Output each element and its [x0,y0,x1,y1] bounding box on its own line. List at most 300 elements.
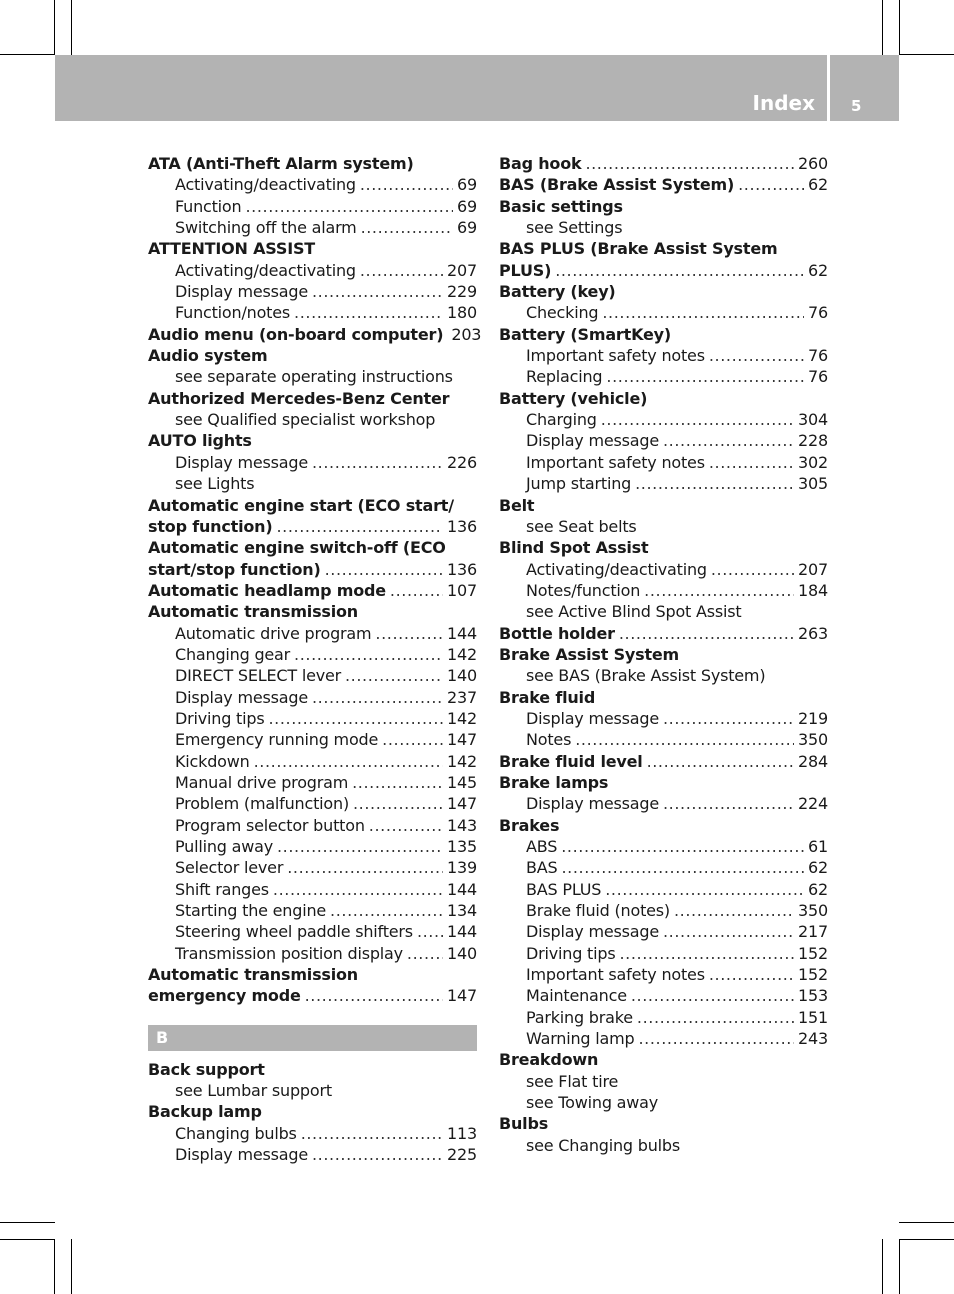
page-reference[interactable]: 62 [808,858,828,878]
entry-text: Display message [526,431,659,451]
entry-text: Function [175,196,242,216]
leader-dots [294,644,443,665]
leader-dots [353,793,443,814]
index-subentry[interactable] [499,1028,828,1049]
leader-dots [711,559,794,580]
entry-text: Notes/function [526,580,641,600]
index-entry[interactable] [499,751,828,772]
page-reference[interactable]: 304 [798,410,828,430]
page-reference[interactable]: 207 [447,260,477,280]
index-subentry[interactable] [148,836,477,857]
page-reference[interactable]: 140 [447,666,477,686]
leader-dots [663,430,794,451]
page-reference[interactable]: 113 [447,1123,477,1143]
page-reference[interactable]: 62 [808,175,828,195]
index-subentry[interactable] [499,1007,828,1028]
index-entry [148,495,477,516]
page-reference[interactable]: 142 [447,751,477,771]
entry-text: start/stop function) [148,559,321,579]
page-reference[interactable]: 139 [447,858,477,878]
index-entry [499,1049,828,1070]
entry-text: Display message [175,687,308,707]
entry-text: Bag hook [499,154,582,173]
page-reference[interactable]: 134 [447,901,477,921]
index-subentry[interactable] [148,943,477,964]
page-reference[interactable]: 107 [447,580,477,600]
index-entry[interactable] [499,623,828,644]
entry-text: Belt [499,495,535,515]
entry-text: Steering wheel paddle shifters [175,922,413,942]
entry-text: Emergency running mode [175,730,379,750]
index-subentry[interactable] [148,687,477,708]
index-subentry [499,1135,828,1156]
page-reference[interactable]: 219 [798,708,828,728]
index-subentry[interactable] [148,217,477,238]
leader-dots [360,174,453,195]
entry-text: see BAS (Brake Assist System) [526,666,766,686]
leader-dots [575,729,794,750]
entry-text: Checking [526,303,599,323]
entry-text: Bottle holder [499,623,615,643]
index-entry[interactable] [148,324,482,345]
index-entry [499,388,828,409]
section-header: B [148,1025,477,1051]
entry-text: see Seat belts [526,516,637,536]
leader-dots [738,174,804,195]
entry-text: BAS PLUS (Brake Assist System [499,239,778,259]
page-reference[interactable]: 260 [798,154,828,173]
page-reference[interactable]: 76 [808,346,828,366]
index-subentry[interactable] [148,260,477,281]
index-subentry[interactable] [148,751,477,772]
entry-text: DIRECT SELECT lever [175,666,341,686]
index-subentry[interactable] [148,1144,477,1165]
leader-dots [585,153,794,174]
index-subentry[interactable] [499,964,828,985]
page-reference[interactable]: 142 [447,708,477,728]
index-entry[interactable] [148,559,477,580]
index-subentry [148,366,477,387]
entry-text: Battery (SmartKey) [499,324,671,344]
entry-text: see Settings [526,218,623,238]
page-reference[interactable]: 350 [798,901,828,921]
page-reference[interactable]: 243 [798,1029,828,1049]
leader-dots [382,729,443,750]
entry-text: Maintenance [526,986,627,1006]
leader-dots [294,302,443,323]
leader-dots [631,985,794,1006]
index-entry [148,964,477,985]
index-subentry [499,516,828,537]
index-subentry [148,409,477,430]
entry-text: Changing gear [175,644,291,664]
leader-dots [305,985,443,1006]
page-reference[interactable]: 152 [798,965,828,985]
entry-text: Authorized Mercedes-Benz Center [148,388,450,408]
index-entry [148,601,477,622]
entry-text: Switching off the alarm [175,218,357,238]
entry-text: Parking brake [526,1007,633,1027]
index-column-left [148,153,482,1165]
entry-text: Brake fluid level [499,751,643,771]
index-subentry[interactable] [499,559,828,580]
index-subentry[interactable] [148,1123,477,1144]
leader-dots [663,708,794,729]
entry-text: Battery (key) [499,282,616,302]
page-reference[interactable]: 184 [798,580,828,600]
entry-text: Battery (vehicle) [499,388,648,408]
index-entry [499,644,828,665]
entry-text: see Towing away [526,1093,659,1113]
index-subentry[interactable] [499,580,828,601]
entry-text: Automatic drive program [175,623,372,643]
entry-text: Brake fluid (notes) [526,901,670,921]
entry-text: see Lumbar support [175,1081,332,1101]
index-entry[interactable] [148,985,477,1006]
entry-text: Audio menu (on-board computer) [148,324,444,344]
leader-dots [635,473,794,494]
entry-text: Display message [175,452,308,472]
page-reference[interactable]: 76 [808,367,828,387]
leader-dots [644,580,794,601]
entry-text: Display message [526,708,659,728]
entry-text: Important safety notes [526,452,705,472]
leader-dots [361,217,453,238]
index-subentry [499,601,828,622]
entry-text: BAS PLUS [526,879,602,899]
leader-dots [663,793,794,814]
page-reference[interactable]: 69 [457,196,477,216]
index-entry [148,153,477,174]
entry-text: Display message [175,1145,308,1165]
index-entry [148,238,477,259]
page-reference[interactable]: 224 [798,794,828,814]
page-reference[interactable]: 207 [798,559,828,579]
entry-text: see Changing bulbs [526,1135,680,1155]
entry-text: Program selector button [175,815,365,835]
entry-text: Breakdown [499,1050,599,1070]
index-subentry[interactable] [148,900,477,921]
page-reference[interactable]: 62 [808,879,828,899]
index-entry[interactable] [499,153,828,174]
entry-text: ATA (Anti-Theft Alarm system) [148,154,414,173]
entry-text: Brake lamps [499,772,609,792]
leader-dots [369,815,443,836]
page-reference[interactable]: 61 [808,837,828,856]
page-reference[interactable]: 76 [808,303,828,323]
leader-dots [602,302,804,323]
page-reference[interactable]: 140 [447,943,477,963]
leader-dots [273,879,443,900]
entry-text: Brake Assist System [499,644,680,664]
index-subentry[interactable] [499,345,828,366]
index-subentry[interactable] [499,302,828,323]
index-subentry[interactable] [148,665,477,686]
page-reference[interactable]: 152 [798,943,828,963]
page-reference[interactable]: 263 [798,623,828,643]
index-subentry[interactable] [499,836,828,857]
entry-text: Pulling away [175,837,273,856]
index-subentry[interactable] [148,281,477,302]
page-reference[interactable]: 237 [447,687,477,707]
leader-dots [276,516,443,537]
index-entry[interactable] [499,260,828,281]
leader-dots [606,366,804,387]
entry-text: Automatic headlamp mode [148,580,386,600]
entry-text: Activating/deactivating [526,559,707,579]
leader-dots [417,921,443,942]
entry-text: Brakes [499,815,560,835]
index-entry [499,324,828,345]
leader-dots [301,1123,443,1144]
page-reference[interactable]: 226 [447,452,477,472]
index-subentry[interactable] [148,815,477,836]
index-subentry[interactable] [499,793,828,814]
page-reference[interactable]: 147 [447,794,477,814]
index-entry[interactable] [499,174,828,195]
entry-text: Automatic engine switch-off (ECO [148,538,446,558]
index-subentry[interactable] [499,879,828,900]
entry-text: see Qualified specialist workshop [175,410,436,430]
leader-dots [345,665,443,686]
entry-text: emergency mode [148,986,301,1006]
entry-text: Important safety notes [526,965,705,985]
entry-text: Back support [148,1059,265,1079]
entry-text: Driving tips [526,943,616,963]
index-subentry[interactable] [148,644,477,665]
leader-dots [561,836,804,857]
index-subentry [148,473,477,494]
page-title: Index [752,91,815,115]
page-reference[interactable]: 228 [798,431,828,451]
entry-text: Transmission position display [175,943,403,963]
entry-text: Manual drive program [175,772,349,792]
entry-text: Driving tips [175,708,265,728]
index-subentry[interactable] [499,409,828,430]
index-subentry [499,217,828,238]
page-reference[interactable]: 69 [457,175,477,195]
entry-text: Bulbs [499,1114,549,1134]
leader-dots [561,857,804,878]
leader-dots [312,452,443,473]
leader-dots [601,409,794,430]
entry-text: Selector lever [175,858,284,878]
entry-text: Problem (malfunction) [175,794,349,814]
index-entry [499,196,828,217]
index-subentry [499,1071,828,1092]
entry-text: Automatic transmission [148,602,358,622]
index-subentry [499,665,828,686]
leader-dots [638,1028,794,1049]
entry-text: Replacing [526,367,603,387]
page-reference[interactable]: 203 [451,324,482,344]
entry-text: Audio system [148,346,268,366]
page-reference[interactable]: 145 [447,772,477,792]
index-entry [499,1113,828,1134]
index-entry[interactable] [148,516,477,537]
entry-text: Automatic engine start (ECO start/ [148,495,454,515]
entry-text: Brake fluid [499,687,596,707]
index-subentry[interactable] [148,793,477,814]
entry-text: Starting the engine [175,901,327,921]
header-bar [55,55,827,121]
leader-dots [647,751,794,772]
leader-dots [674,900,794,921]
page-reference[interactable]: 136 [447,516,477,536]
page-reference[interactable]: 350 [798,730,828,750]
entry-text: see separate operating instructions [175,367,453,387]
leader-dots [663,921,794,942]
index-subentry[interactable] [499,430,828,451]
index-subentry[interactable] [499,921,828,942]
index-entry [148,388,477,409]
index-subentry[interactable] [499,857,828,878]
page-reference[interactable]: 69 [457,218,477,238]
entry-text: PLUS) [499,260,552,280]
index-subentry[interactable] [499,943,828,964]
index-subentry[interactable] [148,708,477,729]
leader-dots [709,345,804,366]
entry-text: Backup lamp [148,1102,262,1122]
entry-text: Changing bulbs [175,1123,297,1143]
page-reference[interactable]: 305 [798,474,828,494]
entry-text: Jump starting [526,474,632,494]
entry-text: Blind Spot Assist [499,538,649,558]
index-entry [148,345,477,366]
entry-text: ATTENTION ASSIST [148,239,315,259]
leader-dots [375,623,443,644]
index-subentry[interactable] [148,302,477,323]
entry-text: Basic settings [499,196,623,216]
page-reference[interactable]: 217 [798,922,828,942]
leader-dots [709,964,794,985]
leader-dots [312,687,443,708]
index-entry [499,687,828,708]
index-subentry[interactable] [499,452,828,473]
index-subentry[interactable] [148,921,477,942]
page-reference[interactable]: 62 [808,260,828,280]
entry-text: Kickdown [175,751,250,771]
index-subentry[interactable] [499,985,828,1006]
page-reference[interactable]: 142 [447,644,477,664]
leader-dots [277,836,443,857]
index-subentry[interactable] [499,900,828,921]
index-subentry[interactable] [499,729,828,750]
index-subentry[interactable] [148,879,477,900]
index-entry [148,537,477,558]
page-reference[interactable]: 153 [798,986,828,1006]
entry-text: stop function) [148,516,273,536]
index-entry [499,238,828,259]
leader-dots [619,943,794,964]
index-subentry[interactable] [148,174,477,195]
index-entry [148,1101,477,1122]
index-entry [148,1059,477,1080]
leader-dots [709,452,794,473]
page-reference[interactable]: 136 [447,559,477,579]
entry-text: see Lights [175,474,255,494]
index-subentry[interactable] [148,729,477,750]
leader-dots [312,281,443,302]
entry-text: Display message [526,922,659,942]
index-entry [148,430,477,451]
page-reference[interactable]: 144 [447,922,477,942]
entry-text: AUTO lights [148,431,252,451]
leader-dots [287,857,443,878]
page-reference[interactable]: 144 [447,623,477,643]
index-entry[interactable] [148,580,477,601]
index-entry [499,495,828,516]
leader-dots [360,260,443,281]
page-reference[interactable]: 225 [447,1145,477,1165]
index-subentry[interactable] [148,623,477,644]
index-subentry[interactable] [148,772,477,793]
index-entry [499,537,828,558]
index-entry [499,815,828,836]
page-reference[interactable]: 284 [798,751,828,771]
page-reference[interactable]: 229 [447,282,477,302]
index-subentry[interactable] [499,366,828,387]
page-number: 5 [851,97,862,115]
index-subentry[interactable] [499,708,828,729]
page-reference[interactable]: 302 [798,452,828,472]
entry-text: Charging [526,410,597,430]
index-subentry[interactable] [148,857,477,878]
page-reference[interactable]: 143 [447,815,477,835]
page-reference[interactable]: 147 [447,986,477,1006]
page-reference[interactable]: 144 [447,879,477,899]
leader-dots [312,1144,443,1165]
index-column-right [499,153,828,1156]
entry-text: Activating/deactivating [175,175,356,195]
leader-dots [407,943,443,964]
entry-text: Automatic transmission [148,965,358,985]
leader-dots [245,196,453,217]
entry-text: BAS (Brake Assist System) [499,175,735,195]
leader-dots [390,580,443,601]
entry-text: Notes [526,730,572,750]
page-reference[interactable]: 180 [447,303,477,323]
entry-text: Warning lamp [526,1029,635,1049]
entry-text: see Active Blind Spot Assist [526,602,742,622]
leader-dots [325,559,443,580]
entry-text: ABS [526,837,558,856]
page-number-box [830,55,899,121]
leader-dots [352,772,443,793]
index-entry [499,772,828,793]
page-reference[interactable]: 151 [798,1007,828,1027]
entry-text: Display message [175,282,308,302]
entry-text: BAS [526,858,558,878]
leader-dots [254,751,443,772]
entry-text: Function/notes [175,303,291,323]
leader-dots [637,1007,794,1028]
leader-dots [330,900,443,921]
index-subentry[interactable] [148,196,477,217]
leader-dots [555,260,804,281]
index-subentry[interactable] [499,473,828,494]
entry-text: Display message [526,794,659,814]
index-subentry [499,1092,828,1113]
index-subentry[interactable] [148,452,477,473]
page-reference[interactable]: 135 [447,837,477,856]
page-reference[interactable]: 147 [447,730,477,750]
leader-dots [268,708,443,729]
entry-text: Activating/deactivating [175,260,356,280]
entry-text: Shift ranges [175,879,269,899]
index-entry [499,281,828,302]
index-subentry [148,1080,477,1101]
